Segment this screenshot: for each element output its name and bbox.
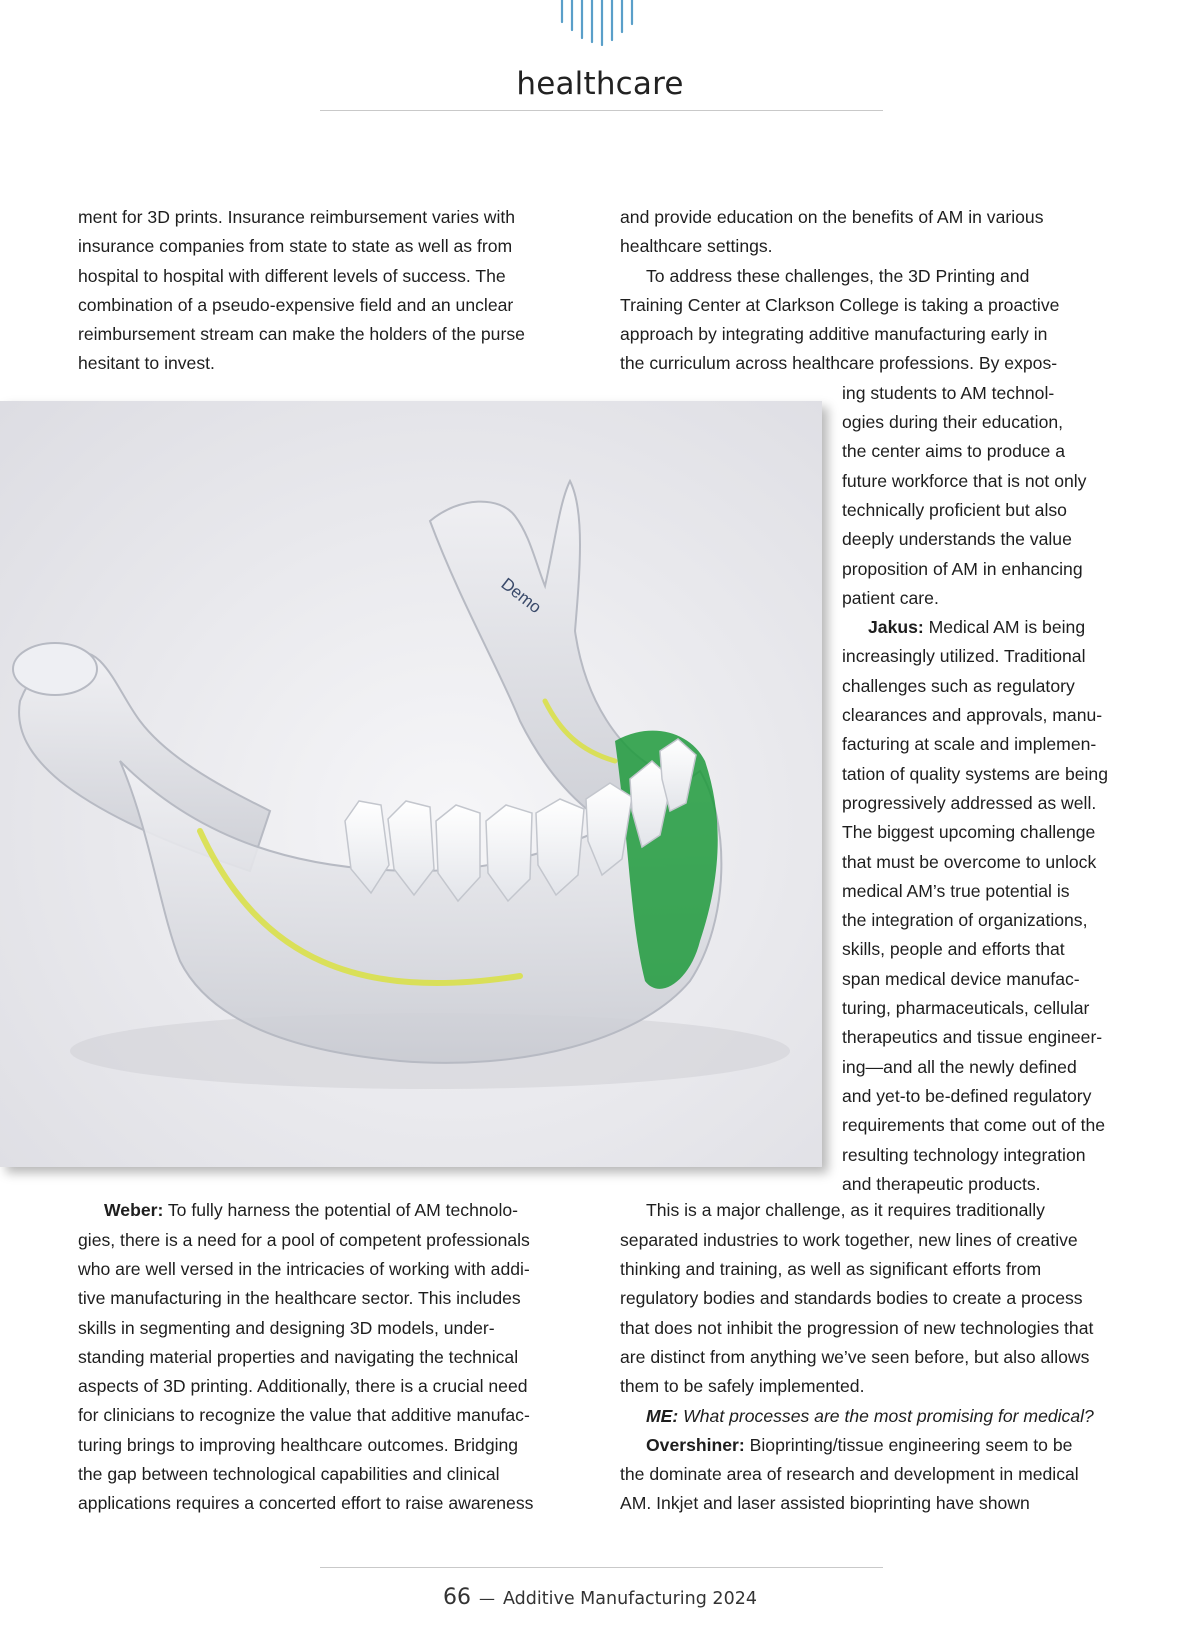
- mandible-illustration: [0, 401, 822, 1167]
- text-line: tation of quality systems are being: [842, 763, 1109, 784]
- text-line: and therapeutic products.: [842, 1173, 1041, 1194]
- text-line: hospital to hospital with different levels of success. The: [78, 265, 506, 286]
- text-line: therapeutics and tissue engineer-: [842, 1027, 1103, 1048]
- text-line: approach by integrating additive manufacturing early in: [620, 324, 1048, 345]
- text-line: technically proficient but also: [842, 499, 1067, 520]
- text-line: separated industries to work together, new lines of creative: [620, 1229, 1078, 1250]
- text-line: progressively addressed as well.: [842, 792, 1097, 813]
- page-footer: [0, 1585, 1200, 1610]
- right-paragraph-4: [620, 1196, 1093, 1401]
- section-title: healthcare: [516, 66, 684, 102]
- text-line: regulatory bodies and standards bodies to create a process: [620, 1288, 1083, 1309]
- magazine-logo-icon: [558, 0, 642, 46]
- text-line: the gap between technological capabilities and clinical: [78, 1464, 500, 1485]
- me-question: [620, 1402, 1094, 1431]
- text-line: the center aims to produce a: [842, 441, 1065, 462]
- engraving-text: Demo: [497, 574, 545, 618]
- text-line: ing students to AM technol-: [842, 382, 1055, 403]
- text-line: requirements that come out of the: [842, 1115, 1106, 1136]
- text-line: applications requires a concerted effort to raise awareness: [78, 1493, 534, 1514]
- text-line: for clinicians to recognize the value that additive manufac-: [78, 1405, 530, 1426]
- text-line: that does not inhibit the progression of new technologies that: [620, 1317, 1094, 1338]
- text-line: challenges such as regulatory: [842, 675, 1075, 696]
- text-line: skills, people and efforts that: [842, 939, 1065, 960]
- text-line: standing material properties and navigating the technical: [78, 1346, 519, 1367]
- publication-name: Additive Manufacturing 2024: [503, 1589, 757, 1609]
- speaker-name: Weber:: [104, 1200, 164, 1221]
- text-line: AM. Inkjet and laser assisted bioprinting have shown: [620, 1493, 1030, 1514]
- answer-text: To fully harness the potential of AM technolo-: [163, 1200, 519, 1221]
- text-line: [620, 1431, 1079, 1460]
- text-line: increasingly utilized. Traditional: [842, 646, 1086, 667]
- left-paragraph-1: [78, 203, 525, 379]
- text-line: [78, 1196, 533, 1225]
- text-line: clearances and approvals, manu-: [842, 705, 1103, 726]
- text-line: hesitant to invest.: [78, 353, 215, 374]
- right-paragraph-2-continued: [842, 379, 1086, 613]
- footer-separator: —: [479, 1589, 495, 1608]
- jakus-answer: [842, 613, 1108, 1199]
- text-line: them to be safely implemented.: [620, 1376, 865, 1397]
- right-paragraph-1: [620, 203, 1044, 262]
- text-line: tive manufacturing in the healthcare sector. This includes: [78, 1288, 521, 1309]
- text-line: [842, 613, 1108, 642]
- text-line: resulting technology integration: [842, 1144, 1086, 1165]
- text-line: skills in segmenting and designing 3D models, under-: [78, 1317, 495, 1338]
- text-line: gies, there is a need for a pool of competent professionals: [78, 1229, 530, 1250]
- text-line: reimbursement stream can make the holders of the purse: [78, 324, 525, 345]
- text-line: deeply understands the value: [842, 529, 1072, 550]
- text-line: are distinct from anything we’ve seen before, but also allows: [620, 1346, 1090, 1367]
- text-line: ing—and all the newly defined: [842, 1056, 1077, 1077]
- speaker-name: ME:: [646, 1405, 679, 1426]
- speaker-name: Jakus:: [868, 617, 924, 638]
- text-line: turing brings to improving healthcare outcomes. Bridging: [78, 1434, 519, 1455]
- mandible-model-photo: [0, 401, 822, 1167]
- weber-answer: [78, 1196, 533, 1518]
- text-line: the integration of organizations,: [842, 910, 1088, 931]
- text-line: patient care.: [842, 587, 939, 608]
- text-line: [620, 1402, 1094, 1431]
- right-paragraph-2: [620, 262, 1059, 379]
- text-line: that must be overcome to unlock: [842, 851, 1097, 872]
- page-number: 66: [443, 1585, 471, 1610]
- text-line: proposition of AM in enhancing: [842, 558, 1083, 579]
- footer-rule: [320, 1567, 883, 1568]
- text-line: aspects of 3D printing. Additionally, there is a crucial need: [78, 1376, 528, 1397]
- question-text: What processes are the most promising for medical?: [678, 1405, 1094, 1426]
- text-line: and provide education on the benefits of AM in various: [620, 207, 1044, 227]
- text-line: turing, pharmaceuticals, cellular: [842, 998, 1090, 1019]
- text-line: and yet-to be-defined regulatory: [842, 1085, 1092, 1106]
- text-line: future workforce that is not only: [842, 470, 1087, 491]
- text-line: healthcare settings.: [620, 236, 773, 257]
- text-line: The biggest upcoming challenge: [842, 822, 1096, 843]
- text-line: ogies during their education,: [842, 412, 1064, 433]
- text-line: To address these challenges, the 3D Printing and: [646, 265, 1030, 286]
- speaker-name: Overshiner:: [646, 1434, 745, 1455]
- text-line: the curriculum across healthcare professions. By expos-: [620, 353, 1058, 374]
- text-line: This is a major challenge, as it requires traditionally: [646, 1200, 1045, 1221]
- answer-text: Bioprinting/tissue engineering seem to be: [744, 1434, 1073, 1455]
- text-line: the dominate area of research and development in medical: [620, 1464, 1079, 1485]
- text-line: combination of a pseudo-expensive field and an unclear: [78, 294, 514, 315]
- text-line: Training Center at Clarkson College is taking a proactive: [620, 294, 1060, 315]
- answer-text: Medical AM is being: [923, 617, 1086, 638]
- text-line: ment for 3D prints. Insurance reimbursement varies with: [78, 207, 516, 227]
- text-line: thinking and training, as well as significant efforts from: [620, 1258, 1042, 1279]
- text-line: facturing at scale and implemen-: [842, 734, 1097, 755]
- text-line: insurance companies from state to state as well as from: [78, 236, 513, 257]
- text-line: medical AM’s true potential is: [842, 880, 1070, 901]
- overshiner-answer: [620, 1431, 1079, 1519]
- text-line: who are well versed in the intricacies of working with addi-: [78, 1258, 530, 1279]
- text-line: span medical device manufac-: [842, 968, 1080, 989]
- header-rule: [320, 110, 883, 111]
